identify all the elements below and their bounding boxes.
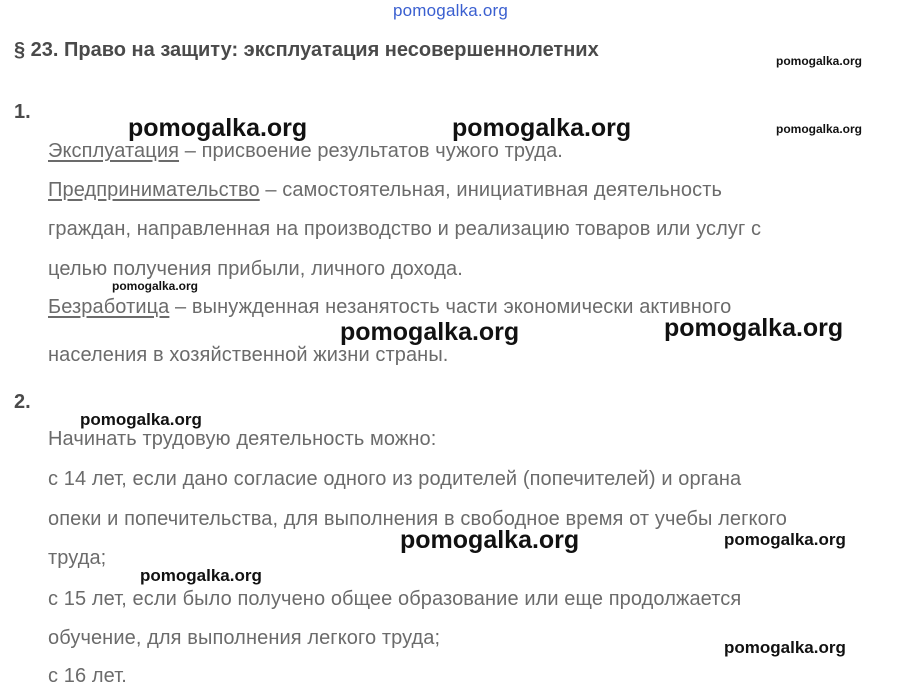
- text-line: обучение, для выполнения легкого труда;: [48, 627, 441, 649]
- text-line: с 14 лет, если дано согласие одного из родителей (попечителей) и органа: [48, 468, 742, 490]
- text-line: с 16 лет.: [48, 665, 127, 687]
- term-exploitation: Эксплуатация: [48, 140, 180, 162]
- top-watermark: pomogalka.org: [392, 1, 509, 20]
- definition-text: – присвоение результатов чужого труда.: [179, 140, 563, 162]
- definition-line: [48, 179, 722, 202]
- definition-text: – самостоятельная, инициативная деятельность: [259, 179, 722, 201]
- text-line: граждан, направленная на производство и реализацию товаров или услуг с: [48, 218, 762, 240]
- watermark-label: pomogalka.org: [128, 114, 308, 142]
- text-line: опеки и попечительства, для выполнения в свободное время от учебы легкого: [48, 508, 788, 530]
- text-line: с 15 лет, если было получено общее образование или еще продолжается: [48, 588, 742, 610]
- watermark-label: pomogalka.org: [776, 122, 863, 136]
- term-entrepreneurship: Предпринимательство: [48, 179, 260, 201]
- definition-line: [48, 296, 731, 319]
- section-number-1: 1.: [14, 101, 31, 123]
- section-number-2: 2.: [14, 391, 31, 413]
- definition-text: – вынужденная незанятость части экономически активного: [169, 296, 732, 318]
- page-title: § 23. Право на защиту: эксплуатация несовершеннолетних: [14, 39, 599, 61]
- text-line: Начинать трудовую деятельность можно:: [48, 428, 437, 450]
- watermark-label: pomogalka.org: [340, 318, 520, 346]
- text-line: населения в хозяйственной жизни страны.: [48, 344, 449, 366]
- text-line: труда;: [48, 547, 107, 569]
- definition-line: [48, 140, 563, 163]
- watermark-label: pomogalka.org: [776, 54, 863, 68]
- watermark-label: pomogalka.org: [112, 279, 199, 293]
- watermark-label: pomogalka.org: [724, 638, 846, 657]
- text-line: целью получения прибыли, личного дохода.: [48, 258, 463, 280]
- watermark-label: pomogalka.org: [664, 314, 844, 342]
- watermark-label: pomogalka.org: [452, 114, 632, 142]
- watermark-label: pomogalka.org: [400, 526, 580, 554]
- watermark-label: pomogalka.org: [724, 530, 846, 549]
- watermark-label: pomogalka.org: [80, 410, 202, 429]
- term-unemployment: Безработица: [48, 296, 170, 318]
- watermark-label: pomogalka.org: [140, 566, 262, 585]
